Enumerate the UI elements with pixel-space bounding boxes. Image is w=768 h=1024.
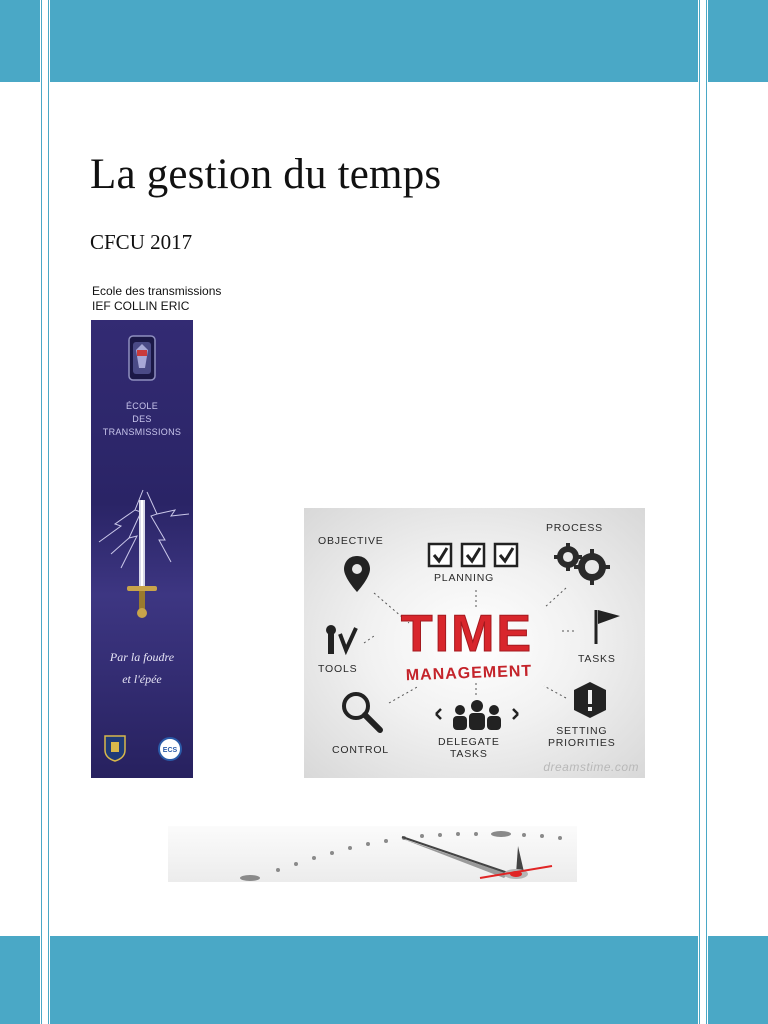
label-control: CONTROL <box>332 744 389 756</box>
label-priorities-line-1: SETTING <box>556 725 608 737</box>
school-name <box>91 400 193 439</box>
label-priorities-line-2: PRIORITIES <box>548 737 616 749</box>
warning-icon <box>570 680 610 720</box>
school-name-line-3: TRANSMISSIONS <box>102 427 182 437</box>
lightning-sword-icon <box>91 480 193 630</box>
unit-badge-icon <box>103 734 127 762</box>
frame-line-right-inner <box>706 0 707 1024</box>
magnifier-icon <box>340 690 384 734</box>
author-line-name: IEF COLLIN ERIC <box>92 299 190 313</box>
clock-face-icon <box>168 826 577 882</box>
school-motto <box>91 646 193 690</box>
people-icon <box>432 698 522 732</box>
label-delegate-line-1: DELEGATE <box>438 736 500 748</box>
school-name-line-1: ÉCOLE <box>125 401 158 411</box>
ecs-badge-icon <box>157 736 183 762</box>
school-motto-line-1: Par la foudre <box>109 650 175 664</box>
svg-text:ECS: ECS <box>162 747 178 754</box>
header-band <box>50 0 698 82</box>
author-block <box>92 284 221 314</box>
gears-icon <box>552 541 612 585</box>
label-delegate-line-2: TASKS <box>449 748 488 760</box>
school-motto-line-2: et l'épée <box>122 672 162 686</box>
tools-icon <box>322 624 360 658</box>
frame-line-left-inner <box>48 0 49 1024</box>
label-objective: OBJECTIVE <box>318 535 384 547</box>
flag-icon <box>588 606 624 646</box>
management-subheadline: MANAGEMENT <box>405 662 533 685</box>
location-pin-icon <box>342 554 372 594</box>
footer-band-right <box>708 936 768 1024</box>
time-management-graphic <box>304 508 645 778</box>
page-title: La gestion du temps <box>90 151 442 198</box>
author-line-school: Ecole des transmissions <box>92 284 222 298</box>
frame-line-right <box>699 0 700 1024</box>
label-process: PROCESS <box>546 522 603 534</box>
watermark: dreamstime.com <box>543 760 639 774</box>
crest-icon <box>91 320 193 390</box>
school-name-line-2: DES <box>132 414 152 424</box>
school-banner <box>91 320 193 778</box>
header-band-right <box>708 0 768 82</box>
header-band-left <box>0 0 40 82</box>
clock-image <box>168 826 577 882</box>
footer-band-left <box>0 936 40 1024</box>
time-headline: TIME <box>400 605 534 663</box>
label-planning: PLANNING <box>434 572 495 584</box>
footer-band <box>50 936 698 1024</box>
label-delegate-tasks <box>438 736 500 760</box>
page-subtitle: CFCU 2017 <box>90 230 193 254</box>
frame-line-left <box>41 0 42 1024</box>
label-setting-priorities <box>548 725 616 749</box>
checkbox-icon <box>426 541 526 569</box>
label-tools: TOOLS <box>318 663 358 675</box>
label-tasks: TASKS <box>578 653 616 665</box>
